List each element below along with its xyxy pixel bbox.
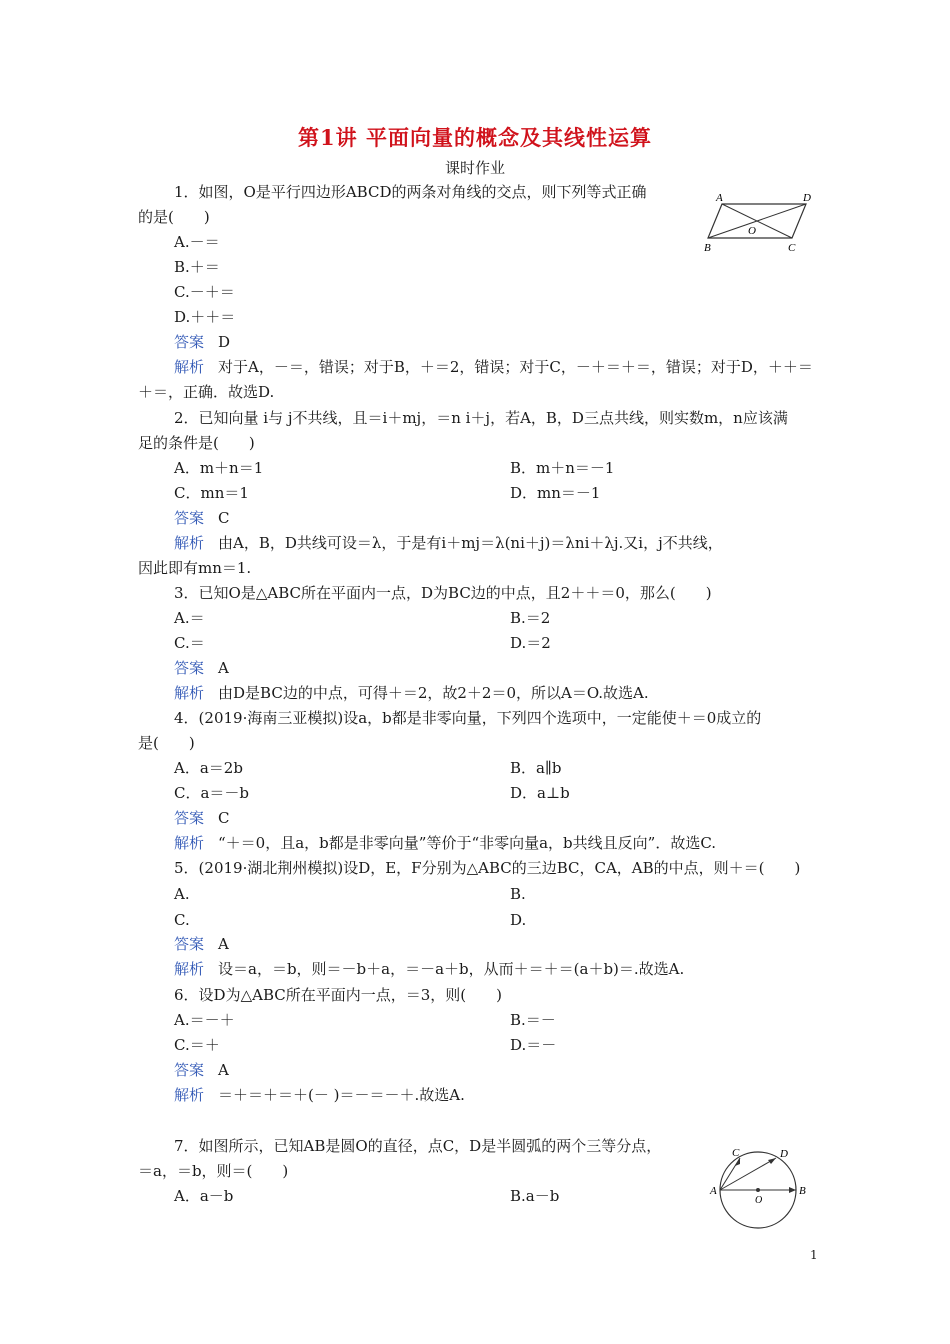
fig7-label-a: A [710,1185,717,1197]
q3-option-c: C.＝ [174,634,205,652]
analysis-tag: 解析 [174,960,205,978]
q2-option-d: D．mn＝－1 [510,484,601,502]
q2-analysis-text: 由A，B，D共线可设＝λ，于是有i＋mj＝λ(ni＋j)＝λni＋λj.又i，j不共线， [218,534,723,552]
q1-analysis-text: 对于A，－＝，错误；对于B，＋＝2，错误；对于C，－＋＝＋＝，错误；对于D，＋＋＝ [218,358,813,376]
q2-answer [174,508,230,528]
answer-tag: 答案 [174,333,205,351]
q6-answer-value: A [218,1061,229,1079]
q2-analysis-line2: 因此即有mn＝1. [138,559,252,577]
q5-answer [174,934,229,954]
diagonal-bd [708,204,806,238]
q1-option-b: B.＋＝ [174,258,220,276]
q6-answer [174,1060,229,1080]
q3-option-d: D.＝2 [510,634,551,652]
q1-answer [174,332,230,352]
q3-analysis-line1 [174,683,649,703]
q4-answer [174,808,230,828]
chord-ad [720,1158,776,1190]
fig1-label-a: A [716,192,723,204]
page-subtitle: 课时作业 [444,159,505,177]
fig7-label-o: O [755,1195,763,1206]
q1-answer-value: D [218,333,231,351]
fig1-label-o: O [748,225,756,237]
q7-stem-line2: ＝a，＝b，则＝( ) [138,1162,289,1180]
q4-option-c: C．a＝－b [174,784,250,802]
fig7-label-b: B [799,1185,806,1197]
fig1-label-d: D [803,192,811,204]
q2-option-a: A．m＋n＝1 [174,459,264,477]
q5-option-d: D. [510,911,527,929]
q7-stem-line1: 7．如图所示，已知AB是圆O的直径，点C，D是半圆弧的两个三等分点， [174,1137,662,1155]
analysis-tag: 解析 [174,534,205,552]
q2-option-b: B．m＋n＝－1 [510,459,615,477]
circle-figure [705,1140,815,1232]
analysis-tag: 解析 [174,1086,205,1104]
answer-tag: 答案 [174,659,205,677]
q4-option-d: D．a⊥b [510,784,570,802]
q5-answer-value: A [218,935,229,953]
analysis-tag: 解析 [174,358,205,376]
q5-option-b: B. [510,885,526,903]
q2-stem-line1: 2．已知向量 i与 j不共线，且＝i＋mj，＝n i＋j，若A，B，D三点共线，则实数m，n应该满 [174,409,788,427]
q2-analysis-line1 [174,533,723,553]
q1-stem-line1: 1．如图，O是平行四边形ABCD的两条对角线的交点，则下列等式正确 [174,183,647,201]
q2-answer-value: C [218,509,230,527]
q4-option-a: A．a＝2b [174,759,243,777]
q7-option-b: B.a－b [510,1187,560,1205]
q1-stem-line2: 的是( ) [138,208,210,226]
q5-option-a: A. [174,885,190,903]
arrow-d-icon [768,1158,776,1164]
q1-analysis-line1 [174,357,813,377]
answer-tag: 答案 [174,935,205,953]
fig1-label-c: C [788,242,796,254]
q5-analysis-line1 [174,959,684,979]
q4-analysis-line1 [174,833,716,853]
q1-option-d: D.＋＋＝ [174,308,236,326]
answer-tag: 答案 [174,1061,205,1079]
q3-answer [174,658,229,678]
q4-analysis-text: “＋＝0，且a，b都是非零向量”等价于“非零向量a，b共线且反向”．故选C. [218,834,717,852]
q2-option-c: C．mn＝1 [174,484,249,502]
q5-analysis-text: 设＝a，＝b，则＝－b＋a，＝－a＋b，从而＋＝＋＝(a＋b)＝.故选A. [218,960,685,978]
q1-option-c: C.－＋＝ [174,283,235,301]
q4-stem-line1: 4．(2019·海南三亚模拟)设a，b都是非零向量，下列四个选项中，一定能使＋＝0成立的 [174,709,762,727]
arrow-b-icon [789,1187,796,1193]
fig7-label-c: C [732,1147,740,1159]
parallelogram-figure [700,190,815,255]
q6-option-c: C.＝＋ [174,1036,220,1054]
fig7-label-d: D [780,1148,788,1160]
q5-stem-line1: 5．(2019·湖北荆州模拟)设D，E，F分别为△ABC的三边BC，CA，AB的中点，则＋＝( ) [174,859,801,877]
page-title: 第1讲 平面向量的概念及其线性运算 [298,125,652,150]
q3-analysis-text: 由D是BC边的中点，可得＋＝2，故2＋2＝0，所以A＝O.故选A. [218,684,649,702]
q1-option-a: A.－＝ [174,233,220,251]
page-number: 1 [810,1248,818,1262]
q7-option-a: A．a－b [174,1187,234,1205]
center-dot [756,1188,760,1192]
q3-option-b: B.＝2 [510,609,551,627]
fig1-label-b: B [704,242,711,254]
q3-stem-line1: 3．已知O是△ABC所在平面内一点，D为BC边的中点，且2＋＋＝0，那么( ) [174,584,712,602]
q6-analysis-line1 [174,1085,465,1105]
q1-analysis-line2: ＋＝，正确．故选D. [138,383,275,401]
analysis-tag: 解析 [174,684,205,702]
q6-option-a: A.＝－＋ [174,1011,235,1029]
q3-answer-value: A [218,659,229,677]
q6-analysis-text: ＝＋＝＋＝＋(－ )＝－＝－＋.故选A. [218,1086,465,1104]
answer-tag: 答案 [174,509,205,527]
q4-option-b: B．a∥b [510,759,562,777]
q4-stem-line2: 是( ) [138,734,195,752]
q6-option-d: D.＝－ [510,1036,557,1054]
q4-answer-value: C [218,809,230,827]
q3-option-a: A.＝ [174,609,205,627]
analysis-tag: 解析 [174,834,205,852]
q5-option-c: C. [174,911,190,929]
q6-stem-line1: 6．设D为△ABC所在平面内一点，＝3，则( ) [174,986,502,1004]
q6-option-b: B.＝－ [510,1011,556,1029]
q2-stem-line2: 足的条件是( ) [138,434,255,452]
answer-tag: 答案 [174,809,205,827]
